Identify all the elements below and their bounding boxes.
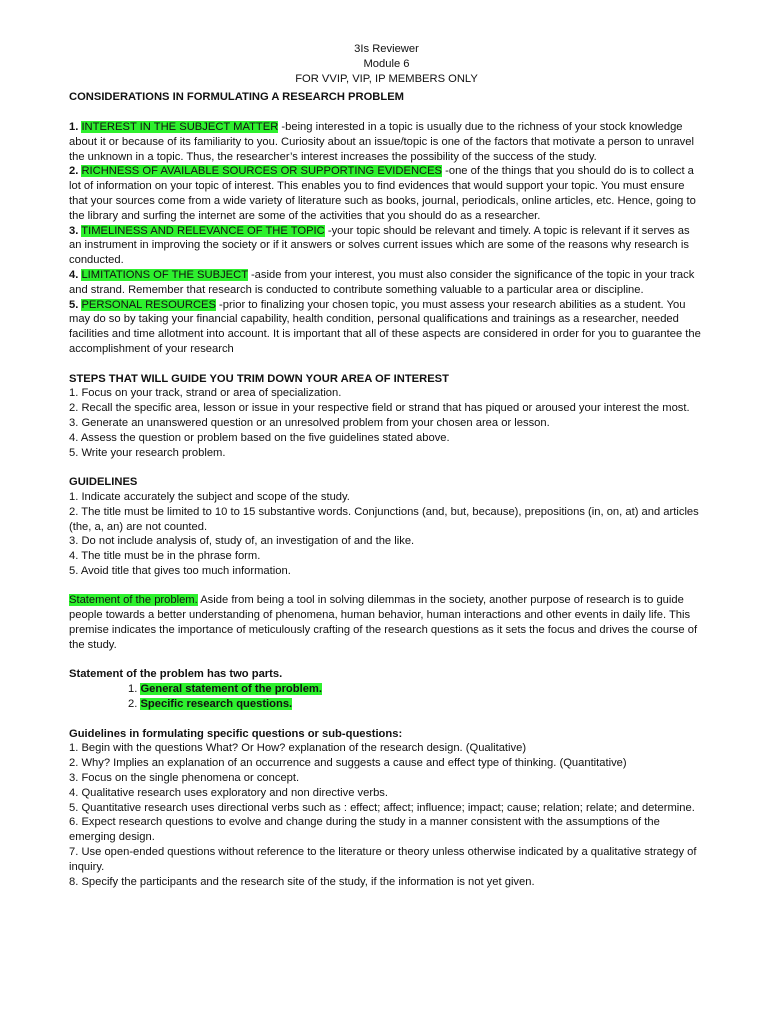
considerations-list xyxy=(69,120,704,357)
item-number: 1. xyxy=(69,120,79,133)
highlighted-term: Statement of the problem. xyxy=(69,594,198,607)
item-number: 2. xyxy=(69,165,79,178)
highlighted-term: LIMITATIONS OF THE SUBJECT xyxy=(81,268,248,281)
steps-heading: STEPS THAT WILL GUIDE YOU TRIM DOWN YOUR AREA OF INTEREST xyxy=(69,372,449,385)
item-text: -prior to finalizing your chosen topic, you must assess your research abilities as a student. You may do so by taking your financial capability, health condition, personal qualifications and trainings as a researcher, needed facilities and time allotment into account. It is important that all of these aspects are considered in order for you to guarantee the accomplishment of your research xyxy=(69,298,701,355)
list-item xyxy=(128,682,704,697)
highlighted-term: INTEREST IN THE SUBJECT MATTER xyxy=(81,120,279,133)
list-item: 1. Indicate accurately the subject and scope of the study. xyxy=(69,490,350,503)
consideration-item xyxy=(69,268,704,298)
document-header xyxy=(69,42,704,86)
parts-heading: Statement of the problem has two parts. xyxy=(69,668,283,681)
subquestions-list xyxy=(69,741,704,889)
list-item: 5. Quantitative research uses directional verbs such as : effect; affect; influence; impact; cause; relation; relate; and determine. xyxy=(69,801,695,814)
list-item: 2. The title must be limited to 10 to 15 substantive words. Conjunctions (and, but, because), prepositions (in, on, at) and articles (the, a, an) are not counted. xyxy=(69,505,699,533)
parts-list xyxy=(69,682,704,712)
list-item: 4. Assess the question or problem based on the five guidelines stated above. xyxy=(69,431,450,444)
consideration-item xyxy=(69,164,704,223)
item-number: 3. xyxy=(69,224,79,237)
highlighted-term: RICHNESS OF AVAILABLE SOURCES OR SUPPORTING EVIDENCES xyxy=(81,165,443,178)
consideration-item xyxy=(69,224,704,268)
item-text: -your topic should be relevant and timely. A topic is relevant if it serves as an instrument in improving the society or if it answers or solves current issues which are some of the reasons why research is conducted. xyxy=(69,224,690,267)
list-item: 2. Recall the specific area, lesson or issue in your respective field or strand that has piqued or aroused your interest the most. xyxy=(69,402,690,415)
list-item: 3. Focus on the single phenomena or concept. xyxy=(69,772,300,785)
list-item: 3. Generate an unanswered question or an unresolved problem from your chosen area or lesson. xyxy=(69,416,550,429)
highlighted-term: Specific research questions. xyxy=(140,698,293,711)
consideration-item xyxy=(69,120,704,164)
guidelines-heading: GUIDELINES xyxy=(69,476,138,489)
list-item: 3. Do not include analysis of, study of, an investigation of and the like. xyxy=(69,535,415,548)
highlighted-term: General statement of the problem. xyxy=(140,683,322,696)
steps-list xyxy=(69,386,704,460)
consideration-item xyxy=(69,298,704,357)
list-item: 1. Begin with the questions What? Or How? explanation of the research design. (Qualitative) xyxy=(69,742,527,755)
highlighted-term: TIMELINESS AND RELEVANCE OF THE TOPIC xyxy=(81,224,325,237)
list-item: 5. Avoid title that gives too much information. xyxy=(69,564,291,577)
guidelines-list xyxy=(69,490,704,579)
item-text: -being interested in a topic is usually due to the richness of your stock knowledge about it or because of its familiarity to you. Curiosity about an issue/topic is one of the factors that motivate a person to unravel the unknown in a topic. Thus, the researcher’s interest increases the possibility of the success of the study. xyxy=(69,120,694,163)
subquestions-heading: Guidelines in formulating specific questions or sub-questions: xyxy=(69,727,403,740)
considerations-heading: CONSIDERATIONS IN FORMULATING A RESEARCH PROBLEM xyxy=(69,91,404,104)
list-item xyxy=(128,697,704,712)
list-item: 5. Write your research problem. xyxy=(69,446,226,459)
statement-paragraph xyxy=(69,593,704,652)
list-item: 4. The title must be in the phrase form. xyxy=(69,550,261,563)
list-item: 4. Qualitative research uses exploratory and non directive verbs. xyxy=(69,786,389,799)
item-text: -aside from your interest, you must also consider the significance of the topic in your track and strand. Remember that research is conducted to contribute something valuable to a particular area or discipline. xyxy=(69,268,695,296)
header-audience: FOR VVIP, VIP, IP MEMBERS ONLY xyxy=(295,72,478,85)
list-item: 1. Focus on your track, strand or area of specialization. xyxy=(69,387,342,400)
header-module: Module 6 xyxy=(363,57,410,70)
item-number: 5. xyxy=(69,298,79,311)
paragraph-text: Aside from being a tool in solving dilemmas in the society, another purpose of research is to guide people towards a better understanding of phenomena, human behavior, human interactions and other events in daily life. This premise indicates the importance of meticulously crafting of the research questions as it sets the focus and drives the course of the study. xyxy=(69,594,698,651)
header-title: 3Is Reviewer xyxy=(354,43,419,55)
item-number: 2. xyxy=(128,698,138,711)
list-item: 6. Expect research questions to evolve and change during the study in a manner consistent with the assumptions of the emerging design. xyxy=(69,816,660,844)
item-text: -one of the things that you should do is to collect a lot of information on your topic of interest. This enables you to find evidences that would support your topic. You must ensure that your sources come from a wide variety of literature such as books, journal, periodicals, online articles, etc. Hence, going to the library and surfing the internet are some of the activities that you should do as a researcher. xyxy=(69,165,696,222)
item-number: 1. xyxy=(128,683,138,696)
list-item: 8. Specify the participants and the research site of the study, if the information is not yet given. xyxy=(69,875,535,888)
list-item: 2. Why? Implies an explanation of an occurrence and suggests a cause and effect type of thinking. (Quantitative) xyxy=(69,757,627,770)
item-number: 4. xyxy=(69,268,79,281)
list-item: 7. Use open-ended questions without reference to the literature or theory unless otherwise indicated by a qualitative strategy of inquiry. xyxy=(69,846,697,873)
highlighted-term: PERSONAL RESOURCES xyxy=(81,298,216,311)
